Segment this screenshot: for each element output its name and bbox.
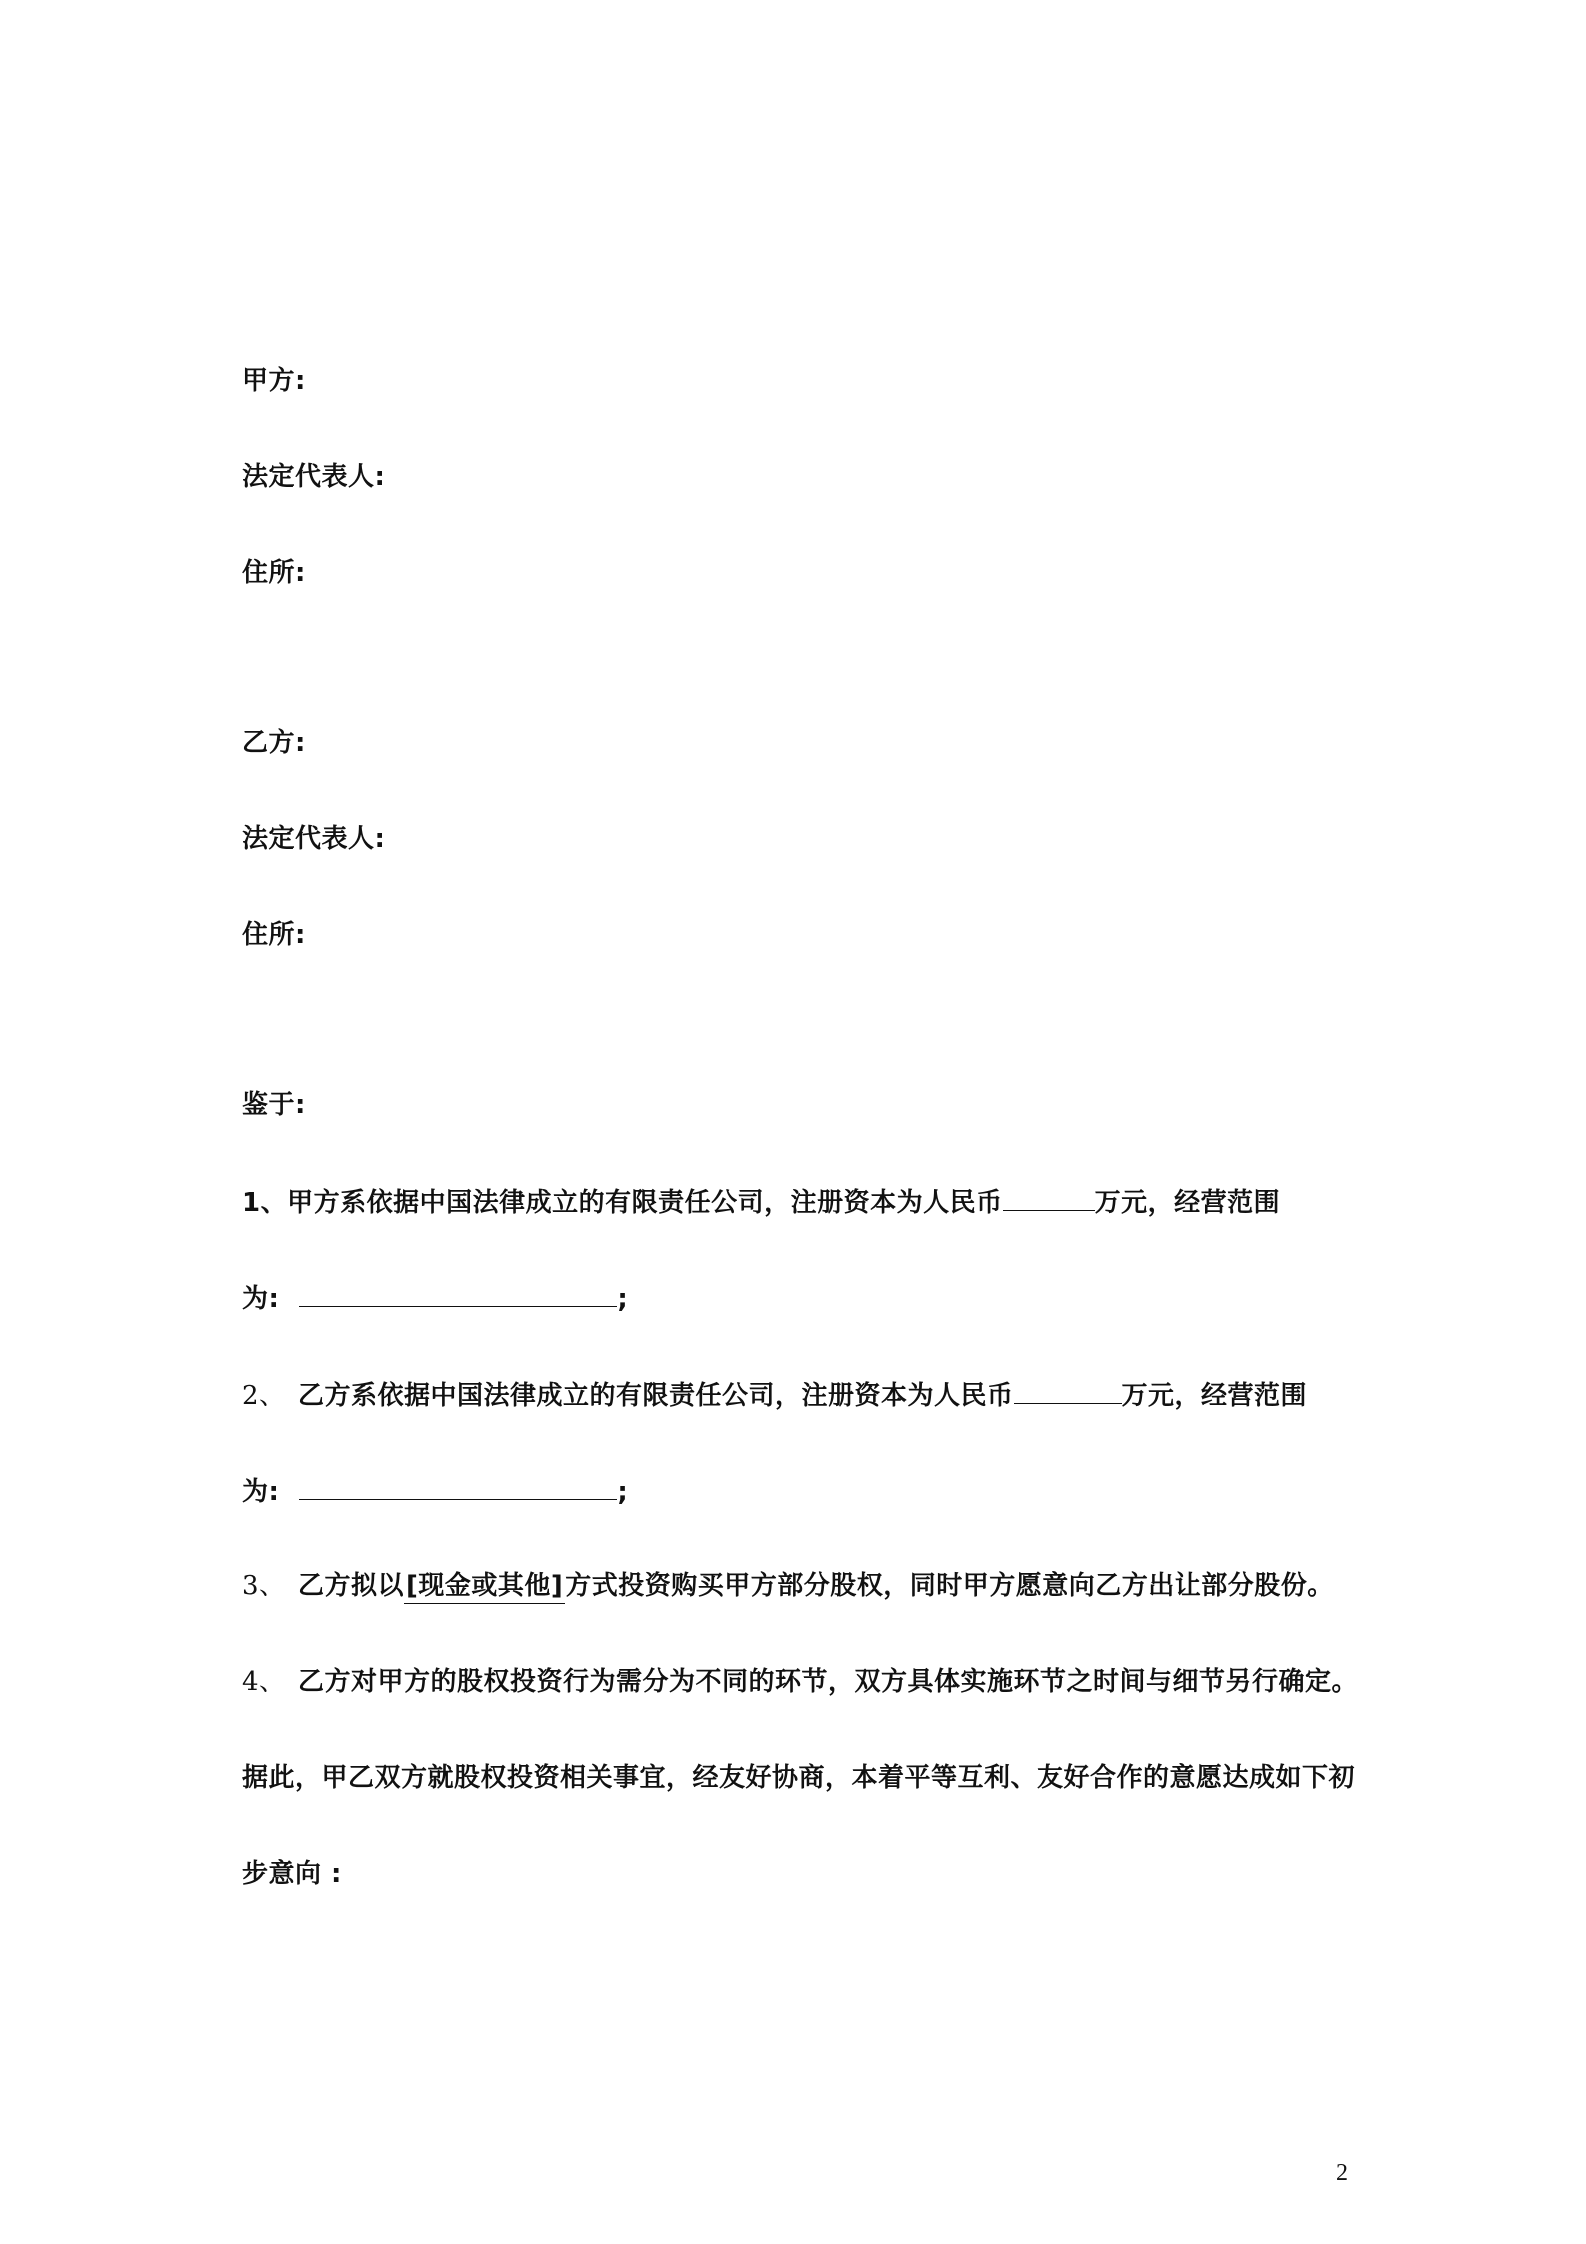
item-2-capital-blank[interactable] (1014, 1377, 1122, 1404)
item-2-number: 2、 (242, 1381, 286, 1411)
party-a-address-label: 住所: (242, 558, 306, 588)
conclusion-line-2: 步意向 : (242, 1859, 342, 1889)
item-3-method-field[interactable]: [现金或其他] (404, 1569, 565, 1604)
item-3-text-before: 乙方拟以 (298, 1571, 405, 1601)
item-4-number: 4、 (242, 1667, 286, 1697)
item-2-scope-label: 为: (242, 1477, 280, 1507)
item-2-scope-blank[interactable] (299, 1473, 617, 1500)
item-1-number: 1、 (242, 1188, 288, 1218)
item-1-scope-end: ; (617, 1284, 629, 1314)
party-b-address-label: 住所: (242, 920, 306, 950)
item-4-text: 乙方对甲方的股权投资行为需分为不同的环节，双方具体实施环节之时间与细节另行确定。 (298, 1667, 1359, 1697)
whereas-item-2 (242, 1377, 1307, 1413)
item-1-scope-line (242, 1280, 628, 1316)
whereas-item-3 (242, 1569, 1334, 1604)
party-a-representative-label: 法定代表人: (242, 462, 386, 492)
item-1-text-before: 甲方系依据中国法律成立的有限责任公司，注册资本为人民币 (287, 1188, 1003, 1218)
conclusion-line-1: 据此，甲乙双方就股权投资相关事宜，经友好协商，本着平等互利、友好合作的意愿达成如下初 (242, 1763, 1356, 1793)
party-b-label: 乙方: (242, 728, 306, 758)
item-1-text-after: 万元，经营范围 (1094, 1188, 1281, 1218)
item-2-text-before: 乙方系依据中国法律成立的有限责任公司，注册资本为人民币 (298, 1381, 1014, 1411)
item-3-text-after: 方式投资购买甲方部分股权，同时甲方愿意向乙方出让部分股份。 (565, 1571, 1334, 1601)
party-a-label: 甲方: (242, 366, 306, 396)
whereas-item-4 (242, 1665, 1358, 1699)
item-2-scope-line (242, 1473, 628, 1509)
item-1-scope-label: 为: (242, 1284, 280, 1314)
item-2-text-after: 万元，经营范围 (1121, 1381, 1308, 1411)
page-number: 2 (1336, 2160, 1348, 2186)
item-1-capital-blank[interactable] (1003, 1184, 1095, 1211)
item-1-scope-blank[interactable] (299, 1280, 617, 1307)
whereas-heading: 鉴于: (242, 1090, 306, 1120)
item-3-number: 3、 (242, 1571, 286, 1601)
party-b-representative-label: 法定代表人: (242, 824, 386, 854)
item-2-scope-end: ; (617, 1477, 629, 1507)
whereas-item-1 (242, 1184, 1280, 1220)
